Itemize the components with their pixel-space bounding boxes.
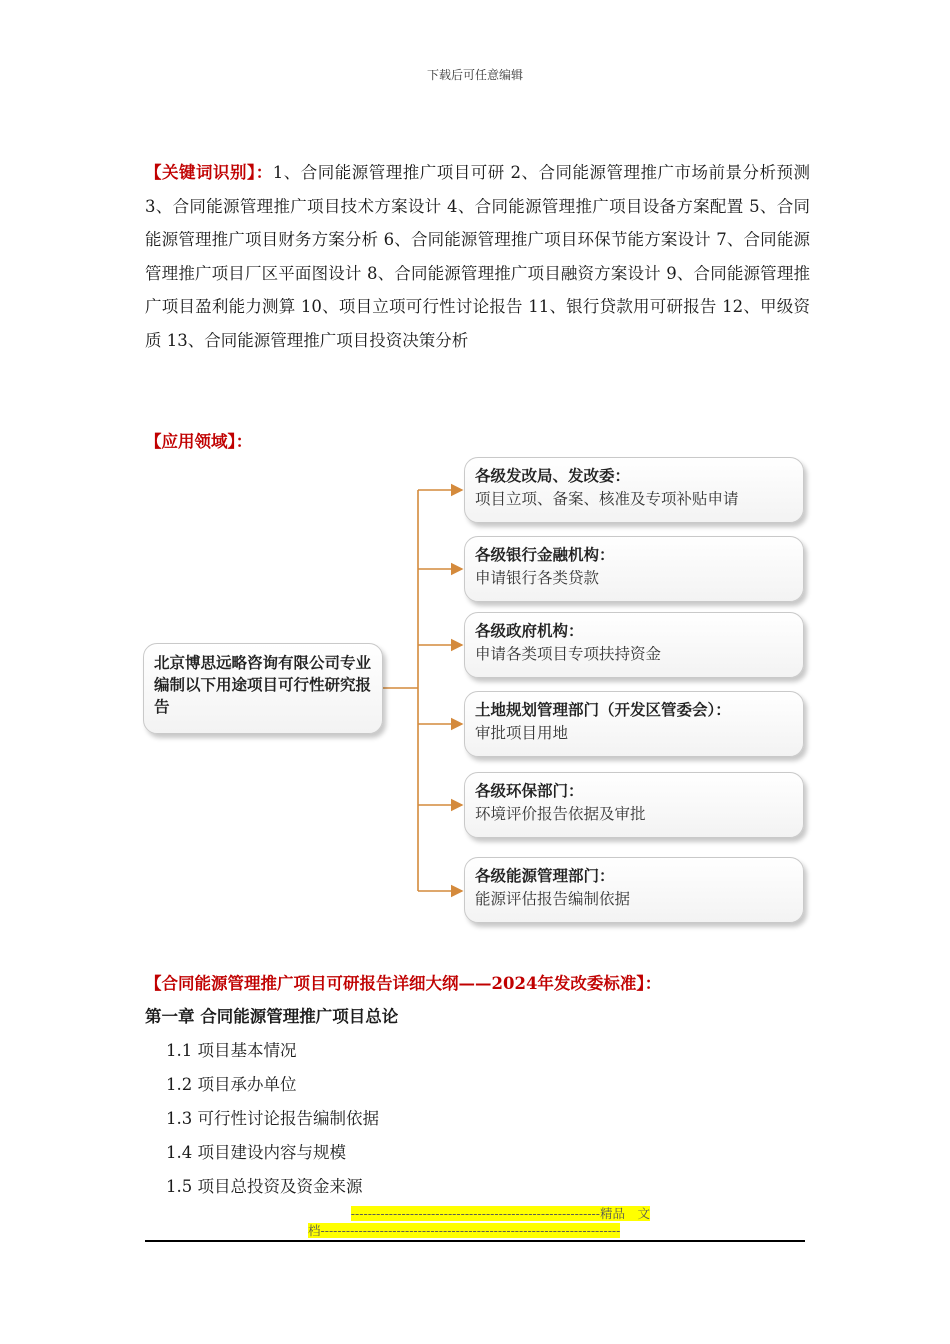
diagram-leaf-5 [464,772,804,838]
diagram-leaf-3 [464,612,804,678]
outline-item: 1.1 项目基本情况 [166,1041,297,1060]
diagram-root-box [143,643,383,734]
outline-heading-row [145,970,661,994]
diagram-leaf-1 [464,457,804,523]
outline-item: 1.2 项目承办单位 [166,1075,297,1094]
leaf-desc: 申请各类项目专项扶持资金 [475,645,662,663]
outline-heading: 【合同能源管理推广项目可研报告详细大纲——2024年发改委标准】 [145,974,645,993]
diagram-leaf-4 [464,691,804,757]
keywords-heading: 【关键词识别】 [145,163,256,182]
footer-line-2: 档----------------------------------------------------------------------- [308,1223,621,1238]
leaf-title: 各级发改局、发改委： [475,467,631,485]
application-heading: 【应用领域】 [145,432,236,451]
leaf-title: 各级能源管理部门： [475,867,615,885]
footer-line-1: -----------------------------------------------------------精品 文 [350,1206,650,1221]
application-separator: ： [235,432,253,451]
outline-item: 1.5 项目总投资及资金来源 [166,1177,363,1196]
keywords-text: 1、合同能源管理推广项目可研 2、合同能源管理推广市场前景分析预测 3、合同能源管理推广项目技术方案设计 4、合同能源管理推广项目设备方案配置 5、合同能源管理推广项目财务方案分析 6、合同能源管理推广项目环保节能方案设计 7、合同能源管理推广项目厂区平面图设计 8、合同能源管理推广项目融资方案设计 9、合同能源管理推广项目盈利能力测算 10、项目立项可行性讨论报告 11、银行贷款用可研报告 12、甲级资质 13、合同能源管理推广项目投资决策分析 [145,163,810,350]
leaf-desc: 能源评估报告编制依据 [475,890,631,908]
outline-item: 1.3 可行性讨论报告编制依据 [166,1109,379,1128]
diagram-leaf-2 [464,536,804,602]
outline-list [145,1000,810,1204]
application-heading-row [145,428,252,452]
diagram-root-text: 北京博思远略咨询有限公司专业编制以下用途项目可行性研究报告 [154,654,372,716]
keywords-paragraph [145,156,810,357]
leaf-title: 各级政府机构： [475,622,584,640]
chapter-title: 第一章 合同能源管理推广项目总论 [145,1007,399,1026]
outline-separator: ： [644,974,662,993]
keywords-separator: ： [255,163,273,182]
leaf-desc: 申请银行各类贷款 [475,569,600,587]
leaf-desc: 环境评价报告依据及审批 [475,805,646,823]
leaf-title: 土地规划管理部门（开发区管委会）： [475,701,731,719]
leaf-title: 各级环保部门： [475,782,584,800]
leaf-desc: 审批项目用地 [475,724,569,742]
footer-stamp [308,1205,650,1239]
leaf-desc: 项目立项、备案、核准及专项补贴申请 [475,490,739,508]
header-note: 下载后可任意编辑 [426,68,523,82]
diagram-leaf-6 [464,857,804,923]
leaf-title: 各级银行金融机构： [475,546,615,564]
outline-item: 1.4 项目建设内容与规模 [166,1143,346,1162]
footer-rule [145,1240,805,1242]
